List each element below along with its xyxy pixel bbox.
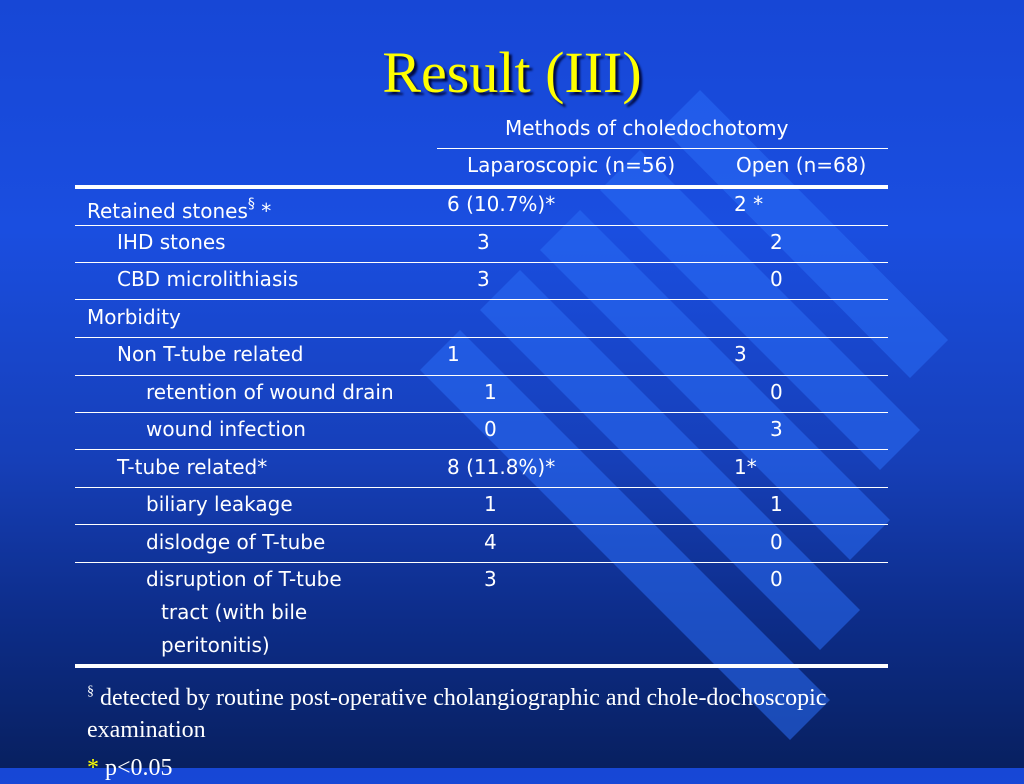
row-label-dislodge: dislodge of T-tube <box>146 530 326 554</box>
row-label-t-tube-related: T-tube related* <box>117 455 268 479</box>
table-top-rule <box>75 185 888 189</box>
cell-open: 1 <box>770 492 783 516</box>
cell-open: 3 <box>770 417 783 441</box>
cell-laparoscopic: 6 (10.7%)* <box>447 192 556 216</box>
header-divider <box>437 148 888 149</box>
cell-open: 0 <box>770 380 783 404</box>
cell-laparoscopic: 1 <box>484 380 497 404</box>
cell-laparoscopic: 3 <box>484 567 497 591</box>
row-label-retained-stones: Retained stones§ * <box>87 196 272 223</box>
cell-laparoscopic: 1 <box>484 492 497 516</box>
row-label-cbd-microlithiasis: CBD microlithiasis <box>117 267 299 291</box>
section-mark: § <box>87 684 94 699</box>
row-divider <box>75 524 888 525</box>
row-label-wound-infection: wound infection <box>146 417 306 441</box>
row-divider <box>75 487 888 488</box>
row-label-biliary-leakage: biliary leakage <box>146 492 293 516</box>
row-divider <box>75 562 888 563</box>
cell-laparoscopic: 3 <box>477 230 490 254</box>
row-label-non-t-tube: Non T-tube related <box>117 342 304 366</box>
row-divider <box>75 299 888 300</box>
col-header-laparoscopic: Laparoscopic (n=56) <box>467 153 676 177</box>
row-divider <box>75 262 888 263</box>
row-divider <box>75 337 888 338</box>
col-header-open: Open (n=68) <box>736 153 867 177</box>
footnote-significance: * p<0.05 <box>87 755 173 781</box>
section-mark: § <box>247 196 255 212</box>
cell-laparoscopic: 4 <box>484 530 497 554</box>
row-label-disruption-line2: tract (with bile <box>161 600 308 624</box>
cell-open: 2 <box>770 230 783 254</box>
cell-laparoscopic: 3 <box>477 267 490 291</box>
footnote-detected: § detected by routine post-operative cholangiographic and chole-dochoscopic examination <box>87 684 827 743</box>
cell-open: 1* <box>734 455 757 479</box>
row-label-disruption: disruption of T-tube <box>146 567 342 591</box>
cell-open: 3 <box>734 342 747 366</box>
slide-title: Result (III) <box>382 40 642 105</box>
row-label-disruption-line3: peritonitis) <box>161 633 270 657</box>
methods-header: Methods of choledochotomy <box>505 116 789 140</box>
row-label-retention-drain: retention of wound drain <box>146 380 394 404</box>
cell-laparoscopic: 8 (11.8%)* <box>447 455 556 479</box>
row-divider <box>75 375 888 376</box>
cell-open: 0 <box>770 267 783 291</box>
asterisk-mark: * <box>87 755 99 781</box>
row-divider <box>75 412 888 413</box>
cell-laparoscopic: 0 <box>484 417 497 441</box>
cell-open: 0 <box>770 530 783 554</box>
cell-open: 2 * <box>734 192 764 216</box>
cell-laparoscopic: 1 <box>447 342 460 366</box>
row-divider <box>75 225 888 226</box>
cell-open: 0 <box>770 567 783 591</box>
row-divider <box>75 449 888 450</box>
table-bottom-rule <box>75 664 888 668</box>
row-label-morbidity: Morbidity <box>87 305 181 329</box>
row-label-ihd-stones: IHD stones <box>117 230 226 254</box>
